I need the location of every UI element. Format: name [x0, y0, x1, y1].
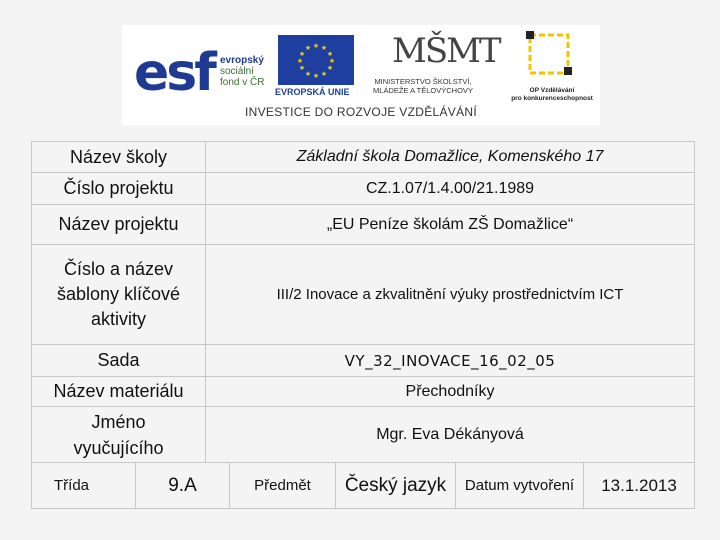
table-row [32, 205, 695, 245]
created-value: 13.1.2013 [584, 463, 695, 509]
table-row [32, 345, 695, 377]
teacher-value: Mgr. Eva Dékányová [206, 407, 695, 463]
op-logo [502, 29, 598, 115]
svg-text:★: ★ [304, 70, 312, 78]
svg-text:★: ★ [326, 50, 334, 58]
svg-text:★: ★ [312, 72, 320, 80]
svg-text:★: ★ [312, 42, 320, 50]
school-name-label: Název školy [32, 142, 206, 173]
class-value: 9.A [136, 463, 230, 509]
investment-slogan: INVESTICE DO ROZVOJE VZDĚLÁVÁNÍ [244, 105, 477, 119]
project-name-label: Název projektu [32, 205, 206, 245]
msmt-caption-line: MINISTERSTVO ŠKOLSTVÍ, [374, 77, 472, 86]
msmt-logo-mark: MŠMT [392, 31, 500, 71]
project-name-value: „EU Peníze školám ZŠ Domažlice“ [206, 205, 695, 245]
table-row [32, 173, 695, 205]
material-label: Název materiálu [32, 377, 206, 407]
svg-text:★: ★ [320, 44, 328, 52]
project-info-table [31, 141, 695, 509]
svg-text:★: ★ [298, 50, 306, 58]
esf-logo [134, 33, 264, 113]
esf-logo-mark: esf [134, 43, 214, 103]
set-value: VY_32_INOVACE_16_02_05 [206, 345, 695, 377]
project-number-value: CZ.1.07/1.4.00/21.1989 [206, 173, 695, 205]
logo-banner [122, 25, 600, 125]
table-row [32, 407, 695, 463]
svg-text:★: ★ [326, 64, 334, 72]
msmt-logo [362, 31, 500, 111]
template-value: III/2 Inovace a zkvalitnění výuky prostřednictvím ICT [206, 245, 695, 345]
set-label: Sada [32, 345, 206, 377]
svg-text:★: ★ [296, 57, 304, 65]
created-label: Datum vytvoření [456, 463, 584, 509]
template-label: Číslo a název šablony klíčové aktivity [32, 245, 206, 345]
esf-logo-line: evropský [220, 55, 264, 66]
table-row [32, 377, 695, 407]
subject-value: Český jazyk [336, 463, 456, 509]
op-caption-line: OP Vzdělávání [529, 87, 575, 94]
project-number-label: Číslo projektu [32, 173, 206, 205]
eu-caption: EVROPSKÁ UNIE [275, 87, 350, 97]
table-row [32, 245, 695, 345]
op-caption-line: pro konkurenceschopnost [511, 95, 593, 102]
school-name-value: Základní škola Domažlice, Komenského 17 [206, 142, 695, 173]
material-value: Přechodníky [206, 377, 695, 407]
table-row [32, 142, 695, 173]
svg-text:★: ★ [320, 70, 328, 78]
op-frame-icon [502, 29, 598, 87]
class-label: Třída [32, 463, 136, 509]
teacher-label: Jméno vyučujícího [32, 407, 206, 463]
esf-logo-line: sociální [220, 66, 254, 77]
svg-text:★: ★ [328, 57, 336, 65]
subject-label: Předmět [230, 463, 336, 509]
esf-logo-line: fond v ČR [220, 77, 265, 88]
eu-stars-icon [278, 35, 354, 85]
eu-flag [278, 35, 354, 85]
table-row [32, 463, 695, 509]
svg-text:★: ★ [304, 44, 312, 52]
msmt-caption-line: MLÁDEŽE A TĚLOVÝCHOVY [373, 86, 473, 95]
svg-text:★: ★ [298, 64, 306, 72]
